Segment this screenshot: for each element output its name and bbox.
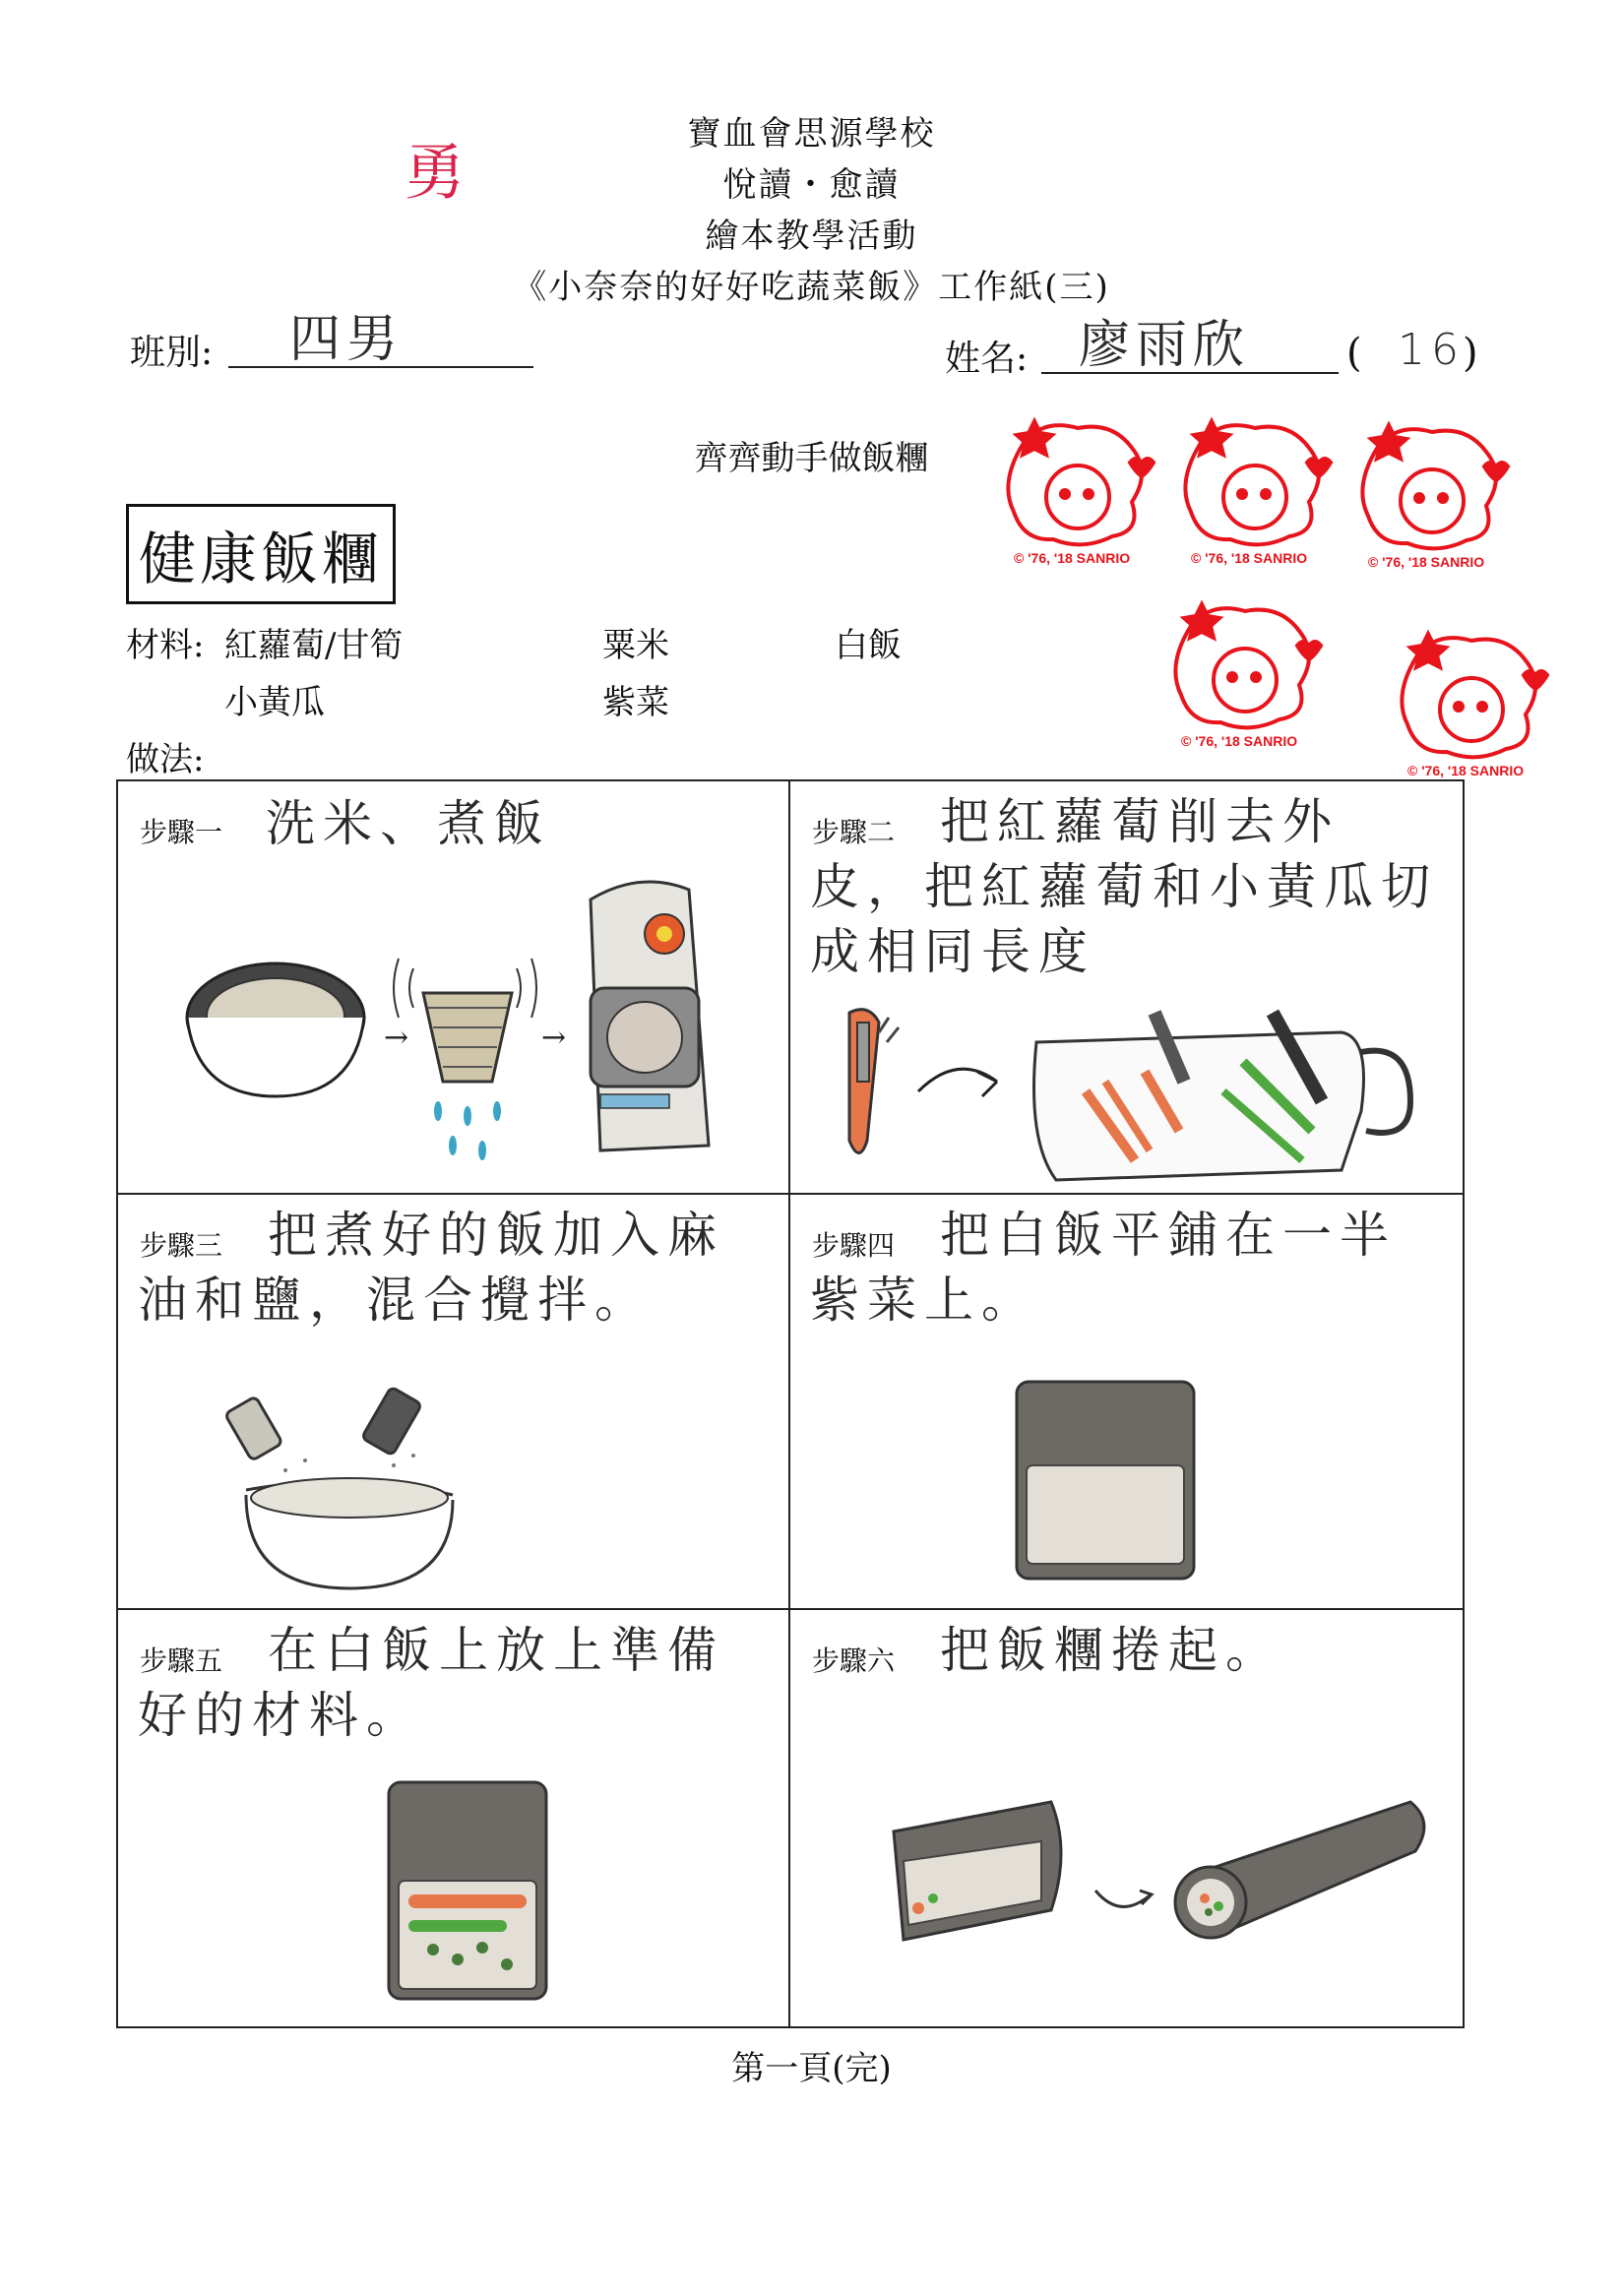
step-label: 步驟五: [140, 1644, 223, 1677]
slogan: 悅讀・愈讀: [722, 165, 901, 205]
step-cell-1: [118, 781, 790, 1195]
step-cell-4: [790, 1195, 1463, 1610]
recipe-title: 健康飯糰: [126, 504, 396, 604]
step-label: 步驟四: [812, 1229, 896, 1262]
material-item: 紫菜: [602, 683, 669, 722]
stamp-copyright: © '76, '18 SANRIO: [1181, 733, 1298, 749]
step-label: 步驟六: [812, 1644, 896, 1677]
sanrio-stamp: [984, 413, 1161, 575]
class-label: 班別:: [130, 333, 214, 373]
stamp-copyright: © '76, '18 SANRIO: [1014, 550, 1131, 566]
step-1-illustration: [177, 870, 768, 1185]
step-6-illustration: [884, 1792, 1435, 1959]
material-item: 粟米: [602, 626, 669, 665]
stamp-copyright: © '76, '18 SANRIO: [1368, 554, 1485, 570]
step-text: 在白飯上放上準備好的材料。: [138, 1622, 724, 1744]
step-cell-6: [790, 1610, 1463, 2026]
step-text: 洗米、煮飯: [266, 795, 551, 852]
step-cell-2: [790, 781, 1463, 1195]
class-field: [228, 295, 533, 368]
worksheet-title: 《小奈奈的好好吃蔬菜飯》工作紙(三): [513, 268, 1110, 307]
sanrio-stamp: [1161, 413, 1339, 575]
steps-grid: [116, 779, 1465, 2028]
step-2-illustration: [810, 993, 1460, 1190]
number-open-paren: (: [1346, 331, 1362, 376]
materials-label: 材料:: [126, 626, 205, 665]
step-4-illustration: [1007, 1372, 1204, 1588]
stamp-copyright: © '76, '18 SANRIO: [1191, 550, 1308, 566]
step-text: 把飯糰捲起。: [940, 1622, 1282, 1679]
sanrio-stamp: [1152, 596, 1329, 758]
page-footer: 第一頁(完): [731, 2049, 892, 2088]
activity-title: 繪本教學活動: [705, 217, 918, 256]
step-cell-3: [118, 1195, 790, 1610]
name-field: [1041, 301, 1339, 374]
name-label: 姓名:: [945, 339, 1029, 379]
material-item: 白飯: [835, 626, 902, 665]
stamp-copyright: © '76, '18 SANRIO: [1407, 763, 1525, 778]
teacher-red-note: 勇: [394, 140, 466, 201]
section-heading: 齊齊動手做飯糰: [694, 439, 929, 478]
class-number: 16: [1398, 325, 1465, 375]
material-item: 小黃瓜: [224, 683, 325, 722]
svg-text:→: →: [384, 1021, 409, 1055]
step-cell-5: [118, 1610, 790, 2026]
step-text: 把紅蘿蔔削去外皮，把紅蘿蔔和小黃瓜切成相同長度: [810, 793, 1438, 980]
step-label: 步驟三: [140, 1229, 223, 1262]
school-name: 寶血會思源學校: [687, 114, 936, 154]
method-label: 做法:: [126, 740, 205, 779]
step-label: 步驟一: [140, 816, 223, 848]
step-label: 步驟二: [812, 816, 896, 848]
class-value: 四男: [289, 310, 405, 369]
sanrio-stamp: [1378, 626, 1555, 787]
step-3-illustration: [217, 1382, 512, 1598]
step-text: 把白飯平鋪在一半紫菜上。: [810, 1207, 1397, 1329]
name-value: 廖雨欣: [1079, 316, 1251, 375]
step-text: 把煮好的飯加入麻油和鹽，混合攪拌。: [138, 1207, 724, 1329]
sanrio-stamp: [1339, 417, 1516, 579]
svg-text:→: →: [541, 1021, 567, 1055]
material-item: 紅蘿蔔/甘筍: [224, 626, 404, 665]
number-close-paren: ): [1463, 331, 1478, 376]
step-5-illustration: [379, 1772, 556, 2009]
